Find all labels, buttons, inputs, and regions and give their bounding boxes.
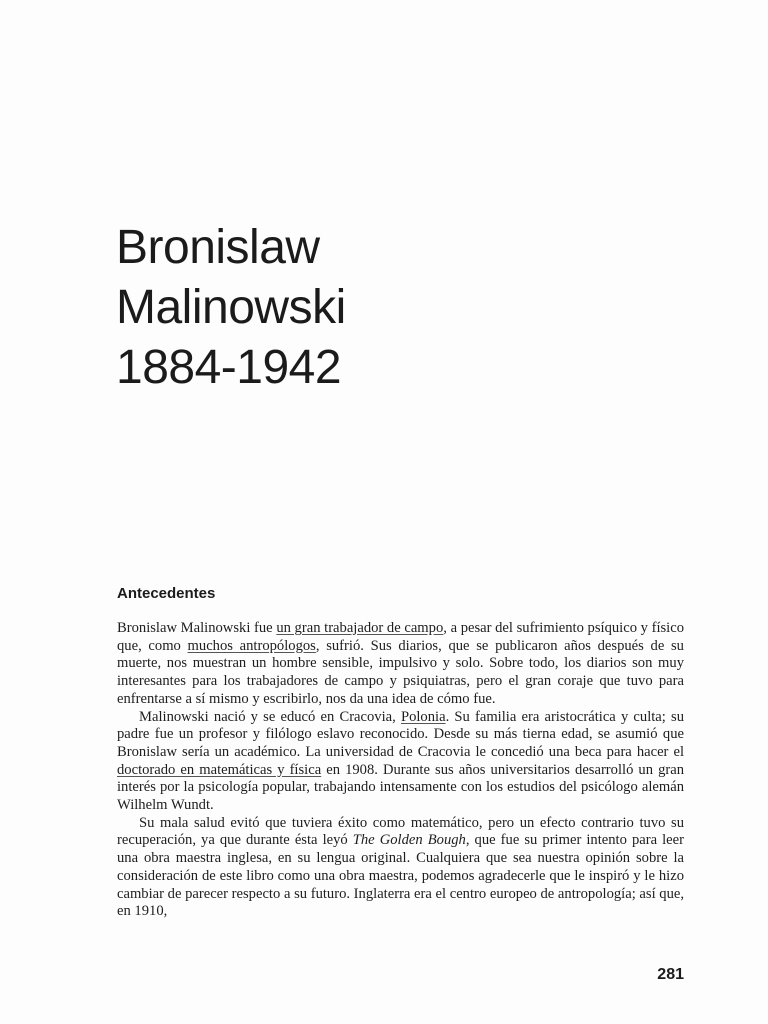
section-heading: Antecedentes (117, 585, 216, 602)
chapter-title-years: 1884-1942 (116, 341, 342, 394)
page-number: 281 (657, 966, 684, 983)
paragraph-3-text-a: Su mala salud evitó que tuviera éxito como matemático, pero un efecto contrario tuvo su recuperación, ya que durante ésta leyó (117, 814, 684, 849)
paragraph-3 (117, 815, 684, 921)
paragraph-1-text-a: Bronislaw Malinowski fue (117, 620, 277, 636)
paragraph-1-underlined-1: un gran trabajador de campo (276, 620, 444, 636)
chapter-title-name-last: Malinowski (116, 281, 346, 334)
paragraph-1 (117, 620, 684, 709)
paragraph-2-text-b: . Su familia era aristocrática y culta; su padre fue un profesor y filólogo eslavo reconocido. Desde su más tierna edad, se asumió que Bronislaw sería un académico. La universidad de Cracovia le concedió una beca para hacer el (117, 708, 684, 760)
paragraph-1-text-b: , a pesar del sufrimiento psíquico y físico que, como (117, 620, 685, 654)
chapter-title (116, 218, 346, 398)
paragraph-2-text-c: en 1908. Durante sus años universitarios desarrolló un gran interés por la psicología popular, trabajando intensamente con los estudios del psicólogo alemán Wilhelm Wundt. (117, 761, 685, 814)
paragraph-2-text-a: Malinowski nació y se educó en Cracovia, (139, 708, 401, 725)
chapter-title-name-first: Bronislaw (116, 221, 320, 274)
paragraph-1-text-c: , sufrió. Sus diarios, que se publicaron años después de su muerte, nos muestran un hombre sensible, impulsivo y solo. Sobre todo, los diarios son muy interesantes para los trabajadores de campo y psiquiatras, pero el gran coraje que tuvo para enfrentarse a sí mismo y escribirlo, nos da una idea de cómo fue. (117, 637, 684, 707)
paragraph-1-underlined-2: muchos antropólogos (187, 637, 316, 654)
paragraph-3-book-title: The Golden Bough (352, 832, 466, 849)
paragraph-2 (117, 709, 684, 815)
paragraph-2-underlined-2: doctorado en matemáticas y física (117, 761, 322, 778)
paragraph-2-underlined-1: Polonia (400, 708, 446, 725)
body-text (117, 620, 684, 921)
paragraph-3-text-b: , que fue su primer intento para leer una obra maestra inglesa, en su lengua original. Cualquiera que sea nuestra opinión sobre la consideración de este libro como una obra maestra, podemos agradecerle que le inspiró y le hizo cambiar de parecer respecto a su futuro. Inglaterra era el centro europeo de antropología; así que, en 1910, (117, 832, 684, 920)
